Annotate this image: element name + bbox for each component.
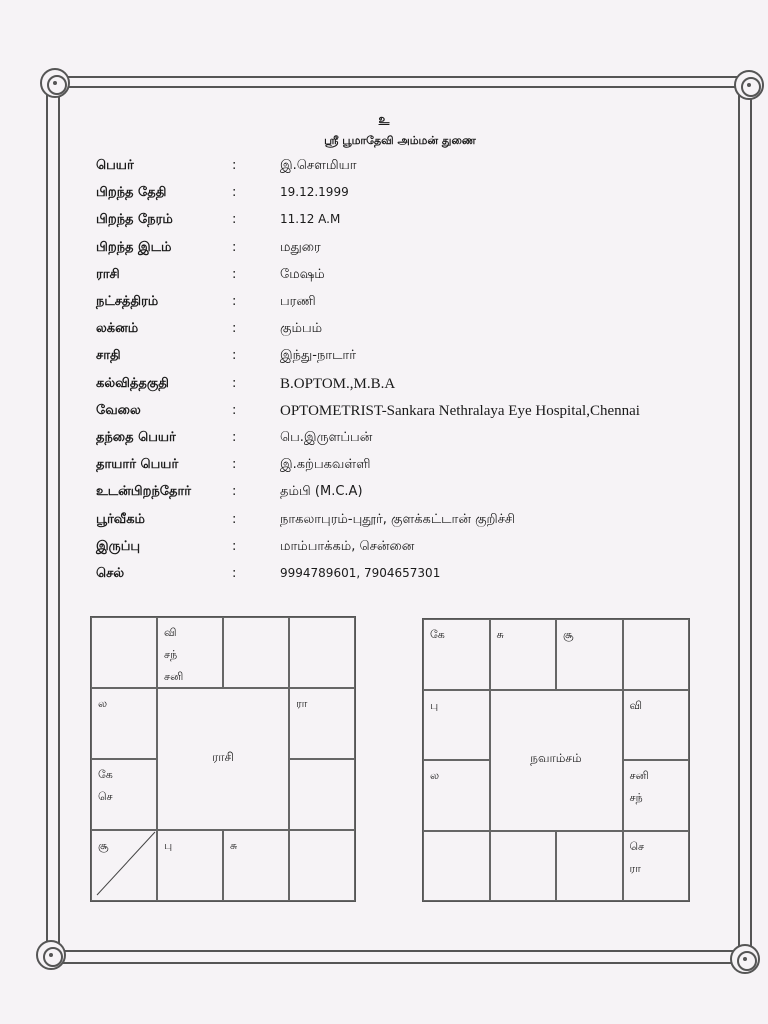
detail-label: பிறந்த இடம்: [96, 239, 172, 255]
detail-label: தாயார் பெயர்: [96, 457, 179, 473]
detail-value: கும்பம்: [280, 321, 323, 337]
chart-cell: [289, 830, 355, 901]
detail-value: இந்து-நாடார்: [280, 348, 357, 364]
chart-cell: [423, 831, 490, 902]
detail-colon: :: [232, 457, 237, 473]
detail-label: பிறந்த நேரம்: [96, 212, 173, 228]
detail-label: தந்தை பெயர்: [96, 430, 176, 445]
detail-label: ராசி: [96, 266, 120, 282]
detail-colon: :: [232, 511, 237, 527]
detail-label: உடன்பிறந்தோர்: [96, 484, 192, 500]
navamsa-chart: [422, 618, 690, 902]
detail-label: சாதி: [96, 348, 121, 364]
detail-colon: :: [232, 484, 237, 500]
chart-center-label: நவாம்சம்: [530, 751, 582, 765]
detail-label: இருப்பு: [96, 538, 141, 554]
detail-colon: :: [232, 185, 237, 201]
chart-cell: [556, 831, 623, 902]
detail-colon: :: [232, 402, 237, 418]
detail-value: பெ.இருளப்பன்: [280, 430, 373, 445]
chart-cell: [289, 617, 355, 688]
detail-row: [0, 512, 768, 536]
detail-colon: :: [232, 158, 237, 173]
chart-cell: [623, 619, 690, 690]
chart-cell: சூ: [556, 619, 623, 690]
detail-row: [0, 158, 768, 182]
detail-colon: :: [232, 321, 237, 337]
detail-label: வேலை: [96, 402, 141, 418]
chart-cell: [91, 617, 157, 688]
detail-colon: :: [232, 266, 237, 282]
chart-center-label: ராசி: [212, 750, 234, 764]
rasi-chart: [90, 616, 356, 902]
chart-cell: வி: [623, 690, 690, 761]
detail-label: செல்: [96, 566, 125, 581]
detail-value: பரணி: [280, 294, 316, 309]
chart-cell: [490, 831, 557, 902]
detail-value: 19.12.1999: [280, 185, 349, 200]
detail-row: [0, 348, 768, 372]
header-title: ஸ்ரீ பூமாதேவி அம்மன் துணை: [324, 134, 476, 147]
detail-colon: :: [232, 348, 237, 364]
detail-row: [0, 212, 768, 236]
detail-row: [0, 376, 768, 400]
detail-colon: :: [232, 239, 237, 255]
detail-value: இ.சௌமியா: [280, 158, 357, 173]
detail-label: பூர்வீகம்: [96, 511, 146, 527]
diagonal-line: [91, 830, 157, 901]
chart-cell: பு: [157, 830, 223, 901]
detail-label: லக்னம்: [96, 321, 139, 337]
header-symbol: உ: [378, 112, 390, 126]
detail-row: [0, 484, 768, 508]
chart-cell: கே: [423, 619, 490, 690]
detail-value: 11.12 A.M: [280, 212, 341, 227]
detail-colon: :: [232, 538, 237, 554]
detail-value: மதுரை: [280, 239, 321, 255]
detail-row: [0, 294, 768, 318]
detail-value: தம்பி (M.C.A): [280, 484, 363, 500]
detail-value: இ.கற்பகவள்ளி: [280, 457, 371, 473]
chart-cell: ரா: [289, 688, 355, 759]
corner-ornament-icon: [734, 70, 764, 100]
chart-cell: கே செ: [91, 759, 157, 830]
chart-cell: சூ: [91, 830, 157, 901]
detail-label: கல்வித்தகுதி: [96, 375, 169, 391]
detail-colon: :: [232, 375, 237, 391]
chart-cell: செ ரா: [623, 831, 690, 902]
detail-value: 9994789601, 7904657301: [280, 566, 441, 580]
detail-row: [0, 539, 768, 563]
detail-row: [0, 185, 768, 209]
detail-label: பிறந்த தேதி: [96, 185, 167, 201]
detail-value: மாம்பாக்கம், சென்னை: [280, 538, 415, 554]
detail-row: [0, 457, 768, 481]
detail-value: நாகலாபுரம்-புதூர், குளக்கட்டான் குறிச்சி: [280, 511, 516, 527]
chart-cell: சு: [223, 830, 289, 901]
detail-colon: :: [232, 430, 237, 445]
detail-label: நட்சத்திரம்: [96, 294, 159, 309]
chart-cell: ல: [423, 760, 490, 831]
detail-value: OPTOMETRIST-Sankara Nethralaya Eye Hospital,Chennai: [280, 402, 640, 419]
detail-value: B.OPTOM.,M.B.A: [280, 375, 396, 392]
detail-label: பெயர்: [96, 158, 134, 173]
chart-cell: வி சந் சனி: [157, 617, 223, 688]
detail-row: [0, 267, 768, 291]
chart-cell: பு: [423, 690, 490, 761]
corner-ornament-icon: [40, 68, 70, 98]
detail-row: [0, 321, 768, 345]
detail-value: மேஷம்: [280, 266, 325, 282]
detail-row: [0, 566, 768, 590]
detail-colon: :: [232, 294, 237, 309]
detail-row: [0, 403, 768, 427]
chart-cell: சனி சந்: [623, 760, 690, 831]
chart-cell: சு: [490, 619, 557, 690]
corner-ornament-icon: [36, 940, 66, 970]
detail-colon: :: [232, 566, 237, 581]
detail-row: [0, 240, 768, 264]
chart-cell: [289, 759, 355, 830]
detail-colon: :: [232, 212, 237, 228]
chart-cell: ல: [91, 688, 157, 759]
corner-ornament-icon: [730, 944, 760, 974]
chart-cell: [223, 617, 289, 688]
detail-row: [0, 430, 768, 454]
